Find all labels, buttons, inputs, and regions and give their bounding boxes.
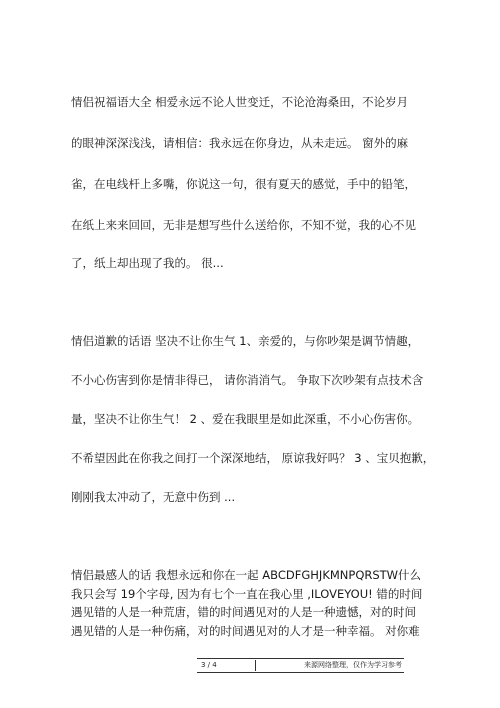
paragraph-line: 量，坚决不让你生气！ 2 、爱在我眼里是如此深重，不小心伤害你。: [71, 412, 420, 426]
paragraph-line: 遇见错的人是一种荒唐，错的时间遇见对的人是一种遗憾，对的时间: [71, 605, 416, 619]
paragraph-line: 雀，在电线杆上多嘴，你说这一句，很有夏天的感觉，手中的铅笔，: [71, 177, 416, 191]
paragraph-line: 遇见错的人是一种伤痛，对的时间遇见对的人才是一种幸福。 对你难: [71, 624, 420, 638]
paragraph-line: 的眼神深深浅浅，请相信：我永远在你身边，从未走远。 窗外的麻: [71, 136, 409, 150]
paragraph-line: 情侣最感人的话 我想永远和你在一起 ABCDFGHJKMNPQRSTW什么: [71, 568, 422, 582]
page-footer: [197, 658, 404, 673]
paragraph-line: 不小心伤害到你是情非得已， 请你消消气。 争取下次吵架有点技术含: [71, 373, 424, 387]
paragraph-line: 我只会写 19个字母, 因为有七个一直在我心里 ,ILOVEYOU! 错的时间: [71, 587, 423, 601]
paragraph-line: 刚刚我太冲动了，无意中伤到 ...: [71, 490, 236, 504]
paragraph-line: 了，纸上却出现了我的。 很...: [71, 256, 224, 270]
footer-note: 来源网络整理，仅作为学习参考: [304, 661, 402, 669]
paragraph-line: 情侣道歉的话语 坚决不让你生气 1、亲爱的，与你吵架是调节情趣，: [71, 334, 420, 348]
paragraph-line: 不希望因此在你我之间打一个深深地结， 原谅我好吗？ 3 、宝贝抱歉，: [71, 451, 435, 465]
paragraph-line: 情侣祝福语大全 相爱永远不论人世变迁，不论沧海桑田，不论岁月: [71, 95, 409, 109]
page-number: 3 / 4: [201, 661, 217, 669]
paragraph-line: 在纸上来来回回，无非是想写些什么送给你，不知不觉，我的心不见: [71, 218, 416, 232]
footer-divider: [255, 660, 256, 671]
